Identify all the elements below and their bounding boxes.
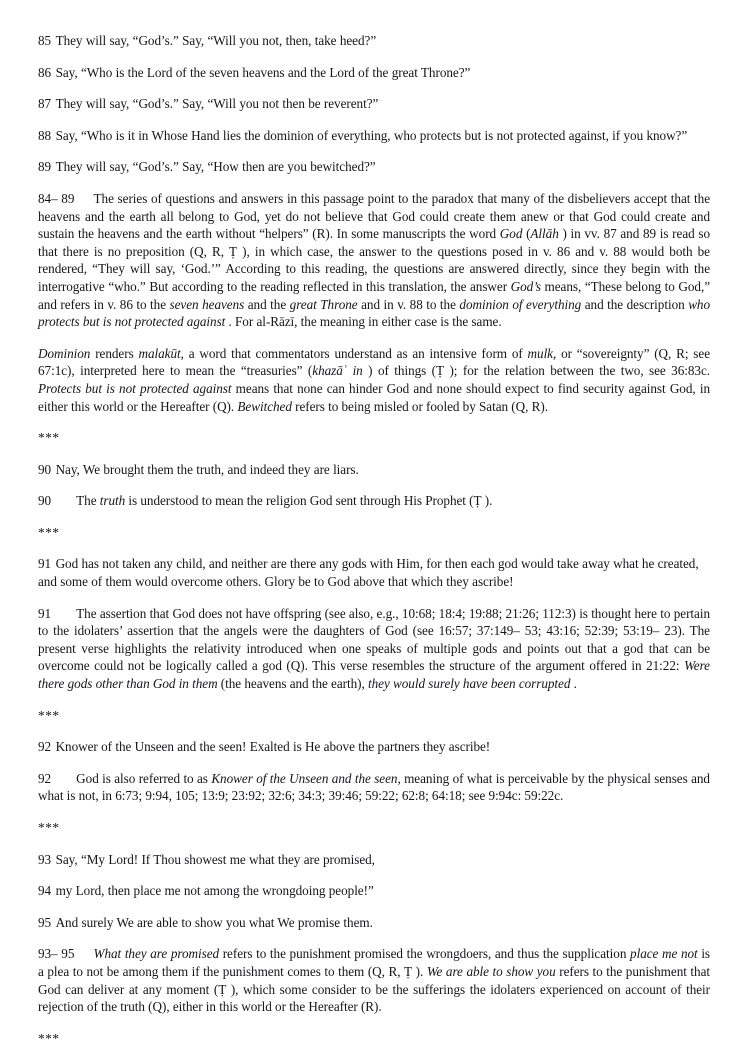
verse-number: 91 bbox=[38, 556, 52, 572]
verse-number: 92 bbox=[38, 739, 52, 755]
verse-number: 87 bbox=[38, 96, 52, 112]
verse-text: They will say, “God’s.” Say, “Will you not then be reverent?” bbox=[55, 96, 379, 112]
page-content bbox=[38, 32, 710, 1061]
verse-text: Nay, We brought them the truth, and indeed they are liars. bbox=[55, 461, 359, 477]
verse-text: And surely We are able to show you what We promise them. bbox=[55, 914, 373, 930]
verse-86 bbox=[38, 64, 710, 82]
verse-number: 95 bbox=[38, 914, 52, 930]
commentary-92 bbox=[38, 770, 710, 805]
section-divider: *** bbox=[38, 1030, 60, 1046]
verse-text: Say, “Who is it in Whose Hand lies the dominion of everything, who protects but is not protected against, if you know?” bbox=[55, 127, 688, 143]
commentary-verse-number: 91 bbox=[38, 605, 52, 621]
commentary-text: The series of questions and answers in this passage point to the paradox that many of the disbelievers accept that the heavens and the earth all belong to God, yet do not believe that God could create them anew or that God could create and sustain the heavens and the earth without “helpers” (R). In some manuscripts the word God (Allāh ) in vv. 87 and 89 is read so that there is no preposition (Q, R, Ṭ ), in which case, the answer to the questions posed in v. 86 and v. 88 would both be rendered, “They will say, ‘God.’” According to this reading, the questions are answered directly, since they begin with the interrogative “who.” But according to the reading reflected in this translation, the answer God’s means, “These belong to God,” and refers in v. 86 to the seven heavens and the great Throne and in v. 88 to the dominion of everything and the description who protects but is not protected against . For al-Rāzī, the meaning in either case is the same. bbox=[38, 190, 711, 330]
verse-number: 85 bbox=[38, 33, 52, 48]
commentary-text: Dominion renders malakūt, a word that commentators understand as an intensive form of mulk, or “sovereignty” (Q, R; see 67:1c), interpreted here to mean the “treasuries” (khazāʾ in ) of things (Ṭ ); for the relation between the two, see 36:83c. Protects but is not protected against means that none can hinder God and none should expect to find security against God, in either this world or the Hereafter (Q). Bewitched refers to being misled or fooled by Satan (Q, R). bbox=[38, 345, 710, 414]
verse-text: Knower of the Unseen and the seen! Exalted is He above the partners they ascribe! bbox=[55, 739, 491, 755]
verse-text: They will say, “God’s.” Say, “How then are you bewitched?” bbox=[55, 159, 376, 175]
commentary-text: God is also referred to as Knower of the Unseen and the seen, meaning of what is perceivable by the physical senses and what is not, in 6:73; 9:94, 105; 13:9; 23:92; 32:6; 34:3; 39:46; 59:22; 62:8; 64:18; see 9:94c: 59:22c. bbox=[38, 770, 710, 804]
commentary-continued bbox=[38, 345, 710, 415]
verse-88 bbox=[38, 127, 710, 145]
commentary-verse-number: 93– 95 bbox=[38, 946, 75, 962]
commentary-91 bbox=[38, 605, 710, 693]
verse-text: my Lord, then place me not among the wrongdoing people!” bbox=[55, 883, 374, 899]
verse-90 bbox=[38, 461, 710, 479]
section-divider: *** bbox=[38, 430, 60, 446]
verse-95 bbox=[38, 914, 710, 932]
commentary-84–89 bbox=[38, 190, 710, 331]
verse-89 bbox=[38, 158, 710, 176]
commentary-verse-number: 90 bbox=[38, 493, 52, 509]
section-divider: *** bbox=[38, 524, 60, 540]
section-divider: *** bbox=[38, 820, 60, 835]
verse-text: Say, “Who is the Lord of the seven heavens and the Lord of the great Throne?” bbox=[55, 64, 471, 80]
verse-number: 90 bbox=[38, 461, 52, 477]
commentary-text: The truth is understood to mean the religion God sent through His Prophet (Ṭ ). bbox=[76, 493, 493, 509]
commentary-verse-number: 84– 89 bbox=[38, 190, 75, 206]
commentary-90 bbox=[38, 492, 710, 510]
verse-number: 86 bbox=[38, 64, 52, 80]
verse-87 bbox=[38, 95, 710, 113]
verse-93 bbox=[38, 851, 710, 869]
verse-number: 94 bbox=[38, 883, 52, 899]
verse-94 bbox=[38, 882, 710, 900]
commentary-verse-number: 92 bbox=[38, 770, 52, 786]
verse-number: 88 bbox=[38, 127, 52, 143]
verse-91 bbox=[38, 555, 710, 590]
verse-text: Say, “My Lord! If Thou showest me what they are promised, bbox=[55, 851, 375, 867]
verse-85 bbox=[38, 32, 710, 50]
verse-number: 93 bbox=[38, 851, 52, 867]
section-divider: *** bbox=[38, 707, 60, 723]
commentary-text: The assertion that God does not have offspring (see also, e.g., 10:68; 18:4; 19:88; 21:26; 112:3) is thought here to pertain to the idolaters’ assertion that the angels were the daughters of God (see 16:57; 37:149– 53; 43:16; 52:39; 53:19– 23). The present verse highlights the relativity introduced when one speaks of multiple gods and points out that a god that can be overcome could not be logically called a god (Q). This verse resembles the structure of the argument offered in 21:22: Were there gods other than God in them (the heavens and the earth), they would surely have been corrupted . bbox=[38, 605, 710, 692]
commentary-93–95 bbox=[38, 945, 710, 1015]
verse-text: They will say, “God’s.” Say, “Will you not, then, take heed?” bbox=[55, 33, 377, 48]
verse-text: God has not taken any child, and neither are there any gods with Him, for then each god would take away what he created, and some of them would overcome others. Glory be to God above that which they ascribe! bbox=[38, 556, 699, 590]
verse-number: 89 bbox=[38, 159, 52, 175]
verse-92 bbox=[38, 738, 710, 756]
commentary-text: What they are promised refers to the punishment promised the wrongdoers, and thus the supplication place me not is a plea to not be among them if the punishment comes to them (Q, R, Ṭ ). We are able to show you refers to the punishment that God can deliver at any moment (Ṭ ), which some consider to be the sufferings the idolaters experienced on account of their rejection of the truth (Q), either in this world or the Hereafter (R). bbox=[38, 946, 711, 1015]
